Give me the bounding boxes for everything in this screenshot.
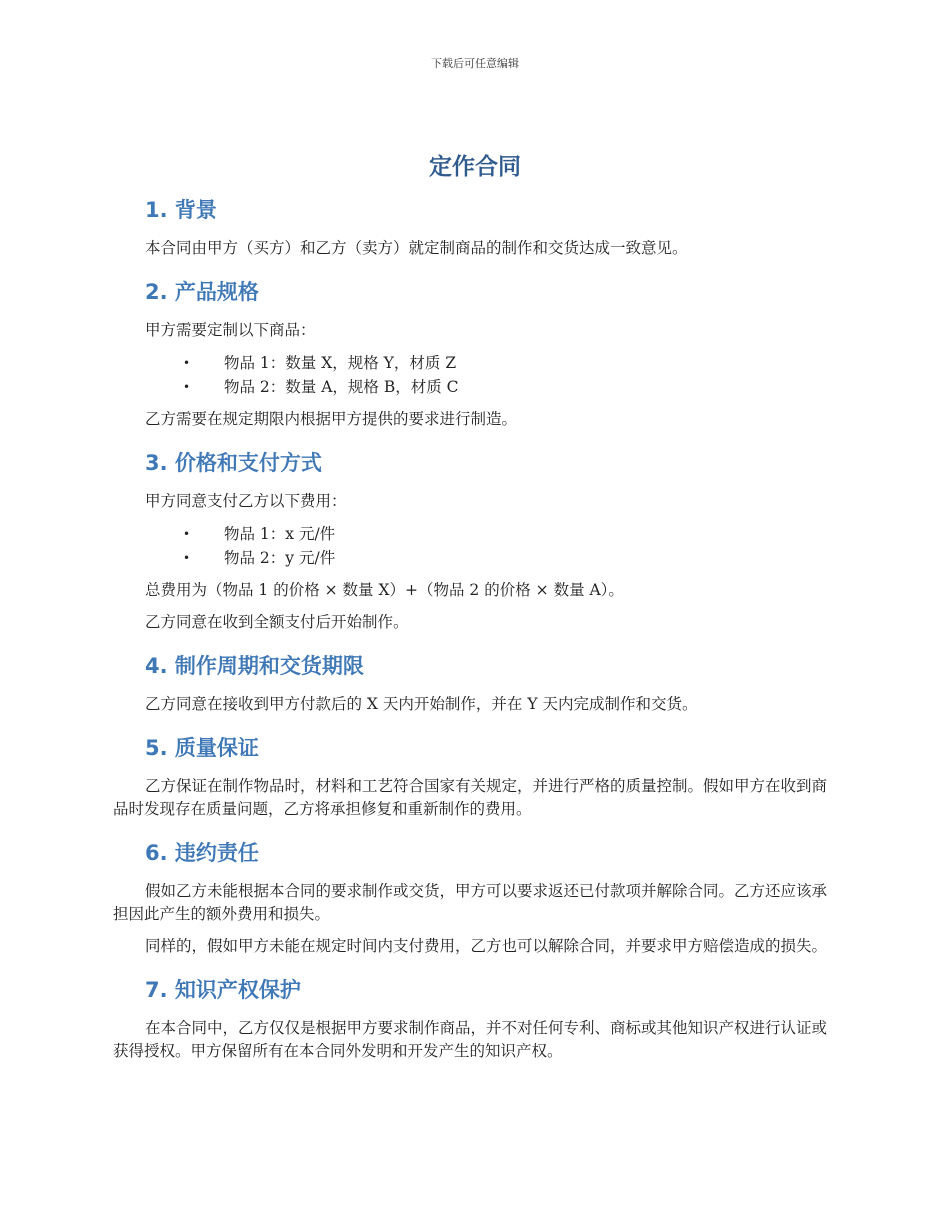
- price-list: [113, 522, 835, 570]
- section-heading-production-delivery: 4. 制作周期和交货期限: [145, 654, 364, 678]
- section-heading-product-spec: 2. 产品规格: [145, 280, 259, 304]
- section-heading-price-payment: 3. 价格和支付方式: [145, 451, 322, 475]
- section-paragraph: 同样的，假如甲方未能在规定时间内支付费用，乙方也可以解除合同，并要求甲方赔偿造成的损失。: [145, 937, 828, 955]
- list-item: • 物品 1：x 元/件: [113, 522, 835, 546]
- header-note: 下载后可任意编辑: [431, 57, 519, 70]
- section-text: 本合同由甲方（买方）和乙方（卖方）就定制商品的制作和交货达成一致意见。: [145, 239, 688, 257]
- section-paragraph: 乙方保证在制作物品时，材料和工艺符合国家有关规定，并进行严格的质量控制。假如甲方在收到商品时发现存在质量问题，乙方将承担修复和重新制作的费用。: [113, 777, 828, 818]
- page-title: 定作合同: [429, 154, 521, 180]
- section-text: 甲方需要定制以下商品：: [145, 321, 316, 339]
- section-text: 乙方需要在规定期限内根据甲方提供的要求进行制造。: [145, 410, 518, 428]
- item-list: [113, 351, 835, 399]
- section-heading-liability: 6. 违约责任: [145, 841, 259, 865]
- section-heading-ip: 7. 知识产权保护: [145, 978, 301, 1002]
- section-heading-background: 1. 背景: [145, 198, 217, 222]
- bullet-icon: •: [183, 356, 191, 370]
- list-item: • 物品 1：数量 X，规格 Y，材质 Z: [113, 351, 835, 375]
- list-item: • 物品 2：数量 A，规格 B，材质 C: [113, 375, 835, 399]
- section-text: 总费用为（物品 1 的价格 × 数量 X）+（物品 2 的价格 × 数量 A）。: [145, 581, 624, 599]
- bullet-icon: •: [183, 527, 191, 541]
- section-paragraph: 在本合同中，乙方仅仅是根据甲方要求制作商品，并不对任何专利、商标或其他知识产权进行认证或获得授权。甲方保留所有在本合同外发明和开发产生的知识产权。: [113, 1019, 828, 1060]
- section-text: 乙方同意在接收到甲方付款后的 X 天内开始制作，并在 Y 天内完成制作和交货。: [145, 695, 698, 713]
- section-heading-quality: 5. 质量保证: [145, 736, 259, 760]
- list-item: • 物品 2：y 元/件: [113, 546, 835, 570]
- bullet-icon: •: [183, 551, 191, 565]
- section-text: 甲方同意支付乙方以下费用：: [145, 492, 347, 510]
- section-text: 乙方同意在收到全额支付后开始制作。: [145, 613, 409, 631]
- contract-body: [113, 192, 835, 1063]
- bullet-icon: •: [183, 380, 191, 394]
- section-paragraph: 假如乙方未能根据本合同的要求制作或交货，甲方可以要求返还已付款项并解除合同。乙方还应该承担因此产生的额外费用和损失。: [113, 882, 828, 923]
